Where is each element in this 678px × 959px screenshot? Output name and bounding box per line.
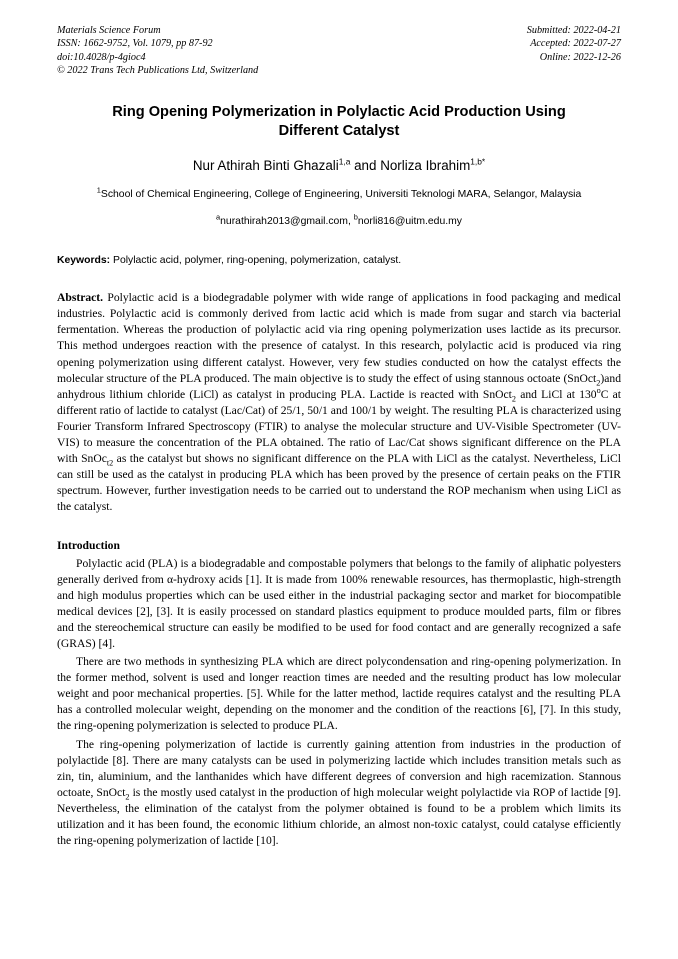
- journal-issn-volume: ISSN: 1662-9752, Vol. 1079, pp 87-92: [57, 38, 213, 50]
- abstract-text-5: as the catalyst but shows no significant difference on the PLA with LiCl as the catalyst. Nevertheless, LiCl can still be used as the catalyst in producing PLA which has been proved by the presence of certain peaks on the FTIR spectrum. However, further investigation needs to be carried out to understand the ROP mechanism when using LiCl as the catalyst.: [57, 452, 621, 514]
- author-name-2: Norliza Ibrahim: [380, 158, 471, 174]
- affiliation-marker: 1: [96, 185, 101, 195]
- intro-paragraph-2: There are two methods in synthesizing PLA which are direct polycondensation and ring-opening polymerization. In the former method, solvent is used and longer reaction times are needed and the resulting product has low molecular weight and poor mechanical properties. [5]. While for the latter method, lactide requires catalyst and the resulting PLA has a controlled molecular weight, depending on the monomer and the condition of the reactions [6], [7]. In this study, the ring-opening polymerization is selected to produce PLA.: [57, 655, 621, 733]
- journal-header-left: [57, 24, 258, 77]
- author-conjunction: and: [350, 158, 381, 174]
- abstract-text-3: and LiCl at 130: [516, 387, 597, 401]
- abstract-text-2: )and anhydrous lithium chloride (LiCl) as catalyst in producing PLA. Lactide is reacted with SnOct: [57, 371, 621, 401]
- intro-paragraph-1: Polylactic acid (PLA) is a biodegradable and compostable polymers that belongs to the family of aliphatic polyesters generally derived from α-hydroxy acids [1]. It is made from 100% renewable resources, has thermoplastic, high-strength and high modulus properties which can be used either in the industrial packaging sector and market for biocompatible medical devices [2], [3]. It is easily processed on standard plastics equipment to produce moulded parts, film or fibres and the stereochemical structure can easily be modified to be used for food contact and are generally recognized a safe (GRAS) [4].: [57, 556, 621, 650]
- online-date: Online: 2022-12-26: [539, 51, 621, 63]
- email-a[interactable]: nurathirah2013@gmail.com,: [220, 216, 354, 228]
- author-2-affiliation-marker: 1,b*: [470, 156, 486, 167]
- author-name-1: Nur Athirah Binti Ghazali: [192, 158, 339, 174]
- affiliation: [57, 187, 621, 202]
- abstract-label: Abstract.: [57, 291, 104, 305]
- email-b-marker: b: [353, 212, 358, 222]
- author-emails: [57, 214, 621, 229]
- keywords: [57, 253, 621, 268]
- abstract: [57, 290, 621, 515]
- journal-header: [57, 24, 621, 77]
- submitted-date: Submitted: 2022-04-21: [526, 25, 621, 36]
- abstract-sup-degree: o: [596, 385, 601, 395]
- journal-copyright: © 2022 Trans Tech Publications Ltd, Switzerland: [57, 64, 259, 76]
- author-list: [57, 157, 621, 175]
- intro-paragraph-3-sub: 2: [125, 792, 130, 802]
- abstract-sub-3: t2: [106, 458, 114, 468]
- keywords-label: Keywords:: [57, 255, 111, 267]
- abstract-text-4: C at different ratio of lactide to catalyst (Lac/Cat) of 25/1, 50/1 and 100/1 by weight. The resulting PLA is characterized using Fourier Transform Infrared Spectroscopy (FTIR) to analyse the molecular structure and UV-Visible Spectrometer (UV-VIS) to measure the concentration of the PLA obtained. The ratio of Lac/Cat shows significant difference on the PLA with SnOc: [57, 387, 621, 466]
- intro-paragraph-3-text-b: is the mostly used catalyst in the production of high molecular weight polylactide via ROP of lactide [9]. Nevertheless, the elimination of the catalyst from the polymer obtained is found to be a problem which limits its utilization and it has been found, the economic lithium chloride, an almost non-toxic catalyst, could catalyse efficiently the ring-opening polymerization of lactide [10].: [57, 785, 621, 848]
- intro-paragraph-3: [57, 737, 621, 850]
- abstract-text-1: Polylactic acid is a biodegradable polymer with wide range of applications in food packaging and medical industries. Polylactic acid is commonly derived from lactic acid which is made from sugar and starch via bacterial fermentation. Whereas the production of polylactic acid via ring opening polymerization uses lactide as its precursor. This method undergoes reaction with the presence of catalyst. In this research, polylactic acid is produced via ring opening polymerization using different catalyst. However, very few studies conducted on how the catalyst effects the molecular structure of the PLA produced. The main objective is to study the effect of using stannous octoate (SnOct: [57, 291, 621, 385]
- section-heading-introduction: Introduction: [57, 538, 120, 552]
- journal-name: Materials Science Forum: [57, 25, 161, 36]
- journal-doi: doi:10.4028/p-4gioc4: [57, 51, 146, 63]
- author-1-affiliation-marker: 1,a: [338, 156, 351, 167]
- accepted-date: Accepted: 2022-07-27: [530, 38, 621, 50]
- intro-paragraph-3-text-a: The ring-opening polymerization of lactide is currently gaining attention from industries in the production of polylactide [8]. There are many catalysts can be used in polymerizing lactide which includes transition metals such as zin, tin, aluminium, and the lanthanides which have different degrees of conversion and high racemization. Stannous octoate, SnOct: [57, 737, 621, 799]
- keywords-text: Polylactic acid, polymer, ring-opening, polymerization, catalyst.: [110, 255, 402, 267]
- page-title: Ring Opening Polymerization in Polylactic Acid Production Using Different Catalyst: [112, 104, 566, 140]
- abstract-sub-1: 2: [596, 377, 601, 387]
- email-a-marker: a: [216, 212, 221, 222]
- email-b[interactable]: norli816@uitm.edu.my: [357, 216, 462, 228]
- affiliation-text: School of Chemical Engineering, College of Engineering, Universiti Teknologi MARA, Selangor, Malaysia: [100, 189, 582, 201]
- abstract-sub-2: 2: [511, 394, 516, 404]
- journal-header-right: [527, 24, 621, 77]
